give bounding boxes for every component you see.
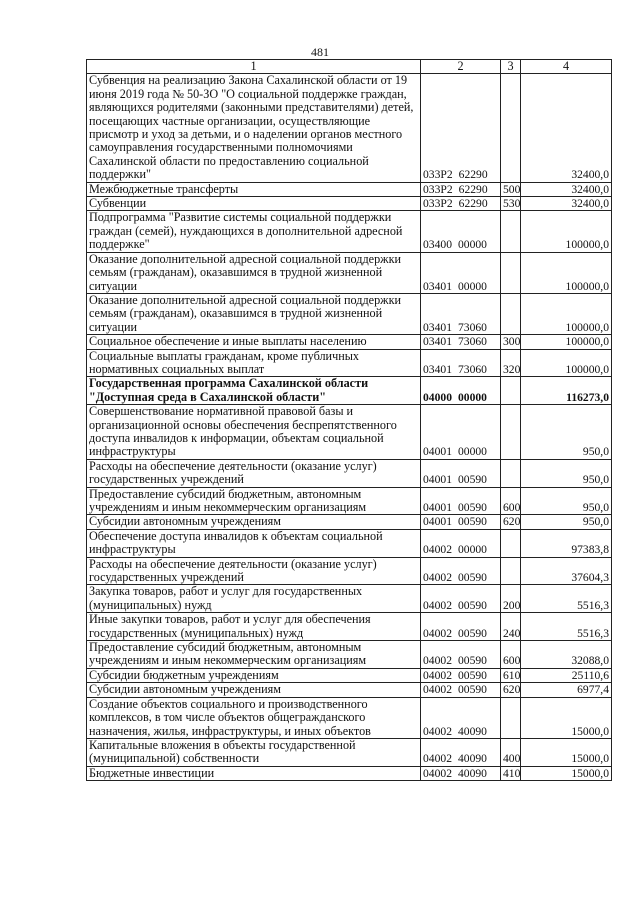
row-name: Бюджетные инвестиции — [87, 766, 421, 780]
row-target-code-part1: 04002 — [423, 654, 452, 668]
column-header-4: 4 — [521, 60, 612, 74]
table-row — [87, 182, 612, 196]
column-header-1: 1 — [87, 60, 421, 74]
table-row — [87, 557, 612, 585]
row-sum: 116273,0 — [521, 377, 612, 405]
row-target-code — [421, 335, 501, 349]
row-target-code — [421, 197, 501, 211]
row-target-code-part1: 033P2 — [423, 197, 453, 211]
row-name: Субсидии бюджетным учреждениям — [87, 668, 421, 682]
row-name: Социальные выплаты гражданам, кроме публичных нормативных социальных выплат — [87, 349, 421, 377]
table-row — [87, 529, 612, 557]
row-target-code-part1: 033P2 — [423, 182, 453, 196]
row-target-code-part1: 04002 — [423, 724, 452, 738]
row-target-code — [421, 766, 501, 780]
row-target-code — [421, 459, 501, 487]
row-name: Субвенции — [87, 197, 421, 211]
row-target-code-part1: 03401 — [423, 279, 452, 293]
row-expense-type — [501, 377, 521, 405]
row-sum: 100000,0 — [521, 211, 612, 252]
table-header-row — [87, 60, 612, 74]
row-target-code-part2: 00590 — [457, 598, 487, 612]
row-target-code-part1: 04002 — [423, 543, 452, 557]
row-expense-type — [501, 74, 521, 182]
row-target-code-part2: 00590 — [457, 654, 487, 668]
row-sum: 5516,3 — [521, 585, 612, 613]
row-target-code — [421, 405, 501, 460]
row-name: Расходы на обеспечение деятельности (оказание услуг) государственных учреждений — [87, 557, 421, 585]
table-row — [87, 613, 612, 641]
row-target-code-part2: 40090 — [457, 766, 487, 780]
row-sum: 32400,0 — [521, 182, 612, 196]
row-expense-type: 600 — [501, 487, 521, 515]
row-sum: 100000,0 — [521, 335, 612, 349]
row-name: Оказание дополнительной адресной социальной поддержки семьям (гражданам), оказавшимся в трудной жизненной ситуации — [87, 293, 421, 334]
row-target-code-part1: 04002 — [423, 752, 452, 766]
table-row — [87, 293, 612, 334]
row-name: Социальное обеспечение и иные выплаты населению — [87, 335, 421, 349]
row-target-code — [421, 515, 501, 529]
row-name: Субсидии автономным учреждениям — [87, 683, 421, 697]
row-target-code-part2: 00000 — [457, 543, 487, 557]
row-sum: 25110,6 — [521, 668, 612, 682]
row-target-code — [421, 557, 501, 585]
row-target-code-part1: 04002 — [423, 766, 452, 780]
row-expense-type: 500 — [501, 182, 521, 196]
row-expense-type: 410 — [501, 766, 521, 780]
row-target-code-part1: 04002 — [423, 683, 452, 697]
row-sum: 37604,3 — [521, 557, 612, 585]
row-target-code-part1: 04002 — [423, 598, 452, 612]
row-sum: 32400,0 — [521, 74, 612, 182]
table-row — [87, 459, 612, 487]
row-sum: 5516,3 — [521, 613, 612, 641]
row-sum: 15000,0 — [521, 697, 612, 738]
row-target-code — [421, 487, 501, 515]
table-row — [87, 377, 612, 405]
row-target-code-part2: 62290 — [458, 182, 488, 196]
table-row — [87, 211, 612, 252]
table-row — [87, 641, 612, 669]
row-name: Межбюджетные трансферты — [87, 182, 421, 196]
row-expense-type — [501, 459, 521, 487]
row-expense-type — [501, 252, 521, 293]
row-target-code — [421, 613, 501, 641]
row-name: Предоставление субсидий бюджетным, автономным учреждениям и иным некоммерческим организациям — [87, 487, 421, 515]
row-sum: 6977,4 — [521, 683, 612, 697]
row-target-code-part1: 04001 — [423, 445, 452, 459]
row-target-code — [421, 211, 501, 252]
row-expense-type: 400 — [501, 738, 521, 766]
row-name: Расходы на обеспечение деятельности (оказание услуг) государственных учреждений — [87, 459, 421, 487]
row-target-code-part2: 73060 — [457, 320, 487, 334]
row-name: Оказание дополнительной адресной социальной поддержки семьям (гражданам), оказавшимся в трудной жизненной ситуации — [87, 252, 421, 293]
table-row — [87, 74, 612, 182]
row-expense-type — [501, 293, 521, 334]
row-target-code-part1: 033P2 — [423, 168, 453, 182]
row-target-code — [421, 585, 501, 613]
row-target-code-part2: 73060 — [457, 362, 487, 376]
row-sum: 950,0 — [521, 515, 612, 529]
row-name: Субсидии автономным учреждениям — [87, 515, 421, 529]
row-expense-type — [501, 529, 521, 557]
row-target-code-part2: 73060 — [457, 335, 487, 349]
row-expense-type: 200 — [501, 585, 521, 613]
row-target-code-part1: 04002 — [423, 626, 452, 640]
row-name: Субвенция на реализацию Закона Сахалинской области от 19 июня 2019 года № 50-ЗО "О социальной поддержке граждан, являющихся родителями (законными представителями) детей, посещающих частные организации, осуществляющие присмотр и уход за детьми, и о наделении органов местного самоуправления государственными полномочиями Сахалинской области по предоставлению социальной поддержки" — [87, 74, 421, 182]
row-target-code — [421, 683, 501, 697]
row-name: Создание объектов социального и производственного комплексов, в том числе объектов общегражданского назначения, жилья, инфраструктуры, и иных объектов — [87, 697, 421, 738]
row-expense-type: 600 — [501, 641, 521, 669]
column-header-2: 2 — [421, 60, 501, 74]
table-row — [87, 668, 612, 682]
row-sum: 15000,0 — [521, 738, 612, 766]
row-sum: 100000,0 — [521, 252, 612, 293]
row-target-code — [421, 668, 501, 682]
row-target-code-part1: 04002 — [423, 571, 452, 585]
row-target-code — [421, 529, 501, 557]
table-row — [87, 683, 612, 697]
table-row — [87, 487, 612, 515]
row-name: Капитальные вложения в объекты государственной (муниципальной) собственности — [87, 738, 421, 766]
row-target-code-part2: 00590 — [457, 473, 487, 487]
row-expense-type — [501, 557, 521, 585]
row-target-code-part1: 03401 — [423, 320, 452, 334]
row-target-code-part2: 62290 — [458, 168, 488, 182]
row-target-code-part2: 00590 — [457, 515, 487, 529]
row-expense-type: 240 — [501, 613, 521, 641]
row-expense-type: 610 — [501, 668, 521, 682]
row-sum: 950,0 — [521, 487, 612, 515]
row-name: Обеспечение доступа инвалидов к объектам социальной инфраструктуры — [87, 529, 421, 557]
row-target-code — [421, 738, 501, 766]
row-target-code-part2: 40090 — [457, 724, 487, 738]
row-expense-type — [501, 405, 521, 460]
row-sum: 32088,0 — [521, 641, 612, 669]
table-row — [87, 252, 612, 293]
row-name: Предоставление субсидий бюджетным, автономным учреждениям и иным некоммерческим организациям — [87, 641, 421, 669]
row-target-code-part1: 04001 — [423, 515, 452, 529]
row-name: Иные закупки товаров, работ и услуг для обеспечения государственных (муниципальных) нужд — [87, 613, 421, 641]
row-expense-type: 320 — [501, 349, 521, 377]
row-sum: 100000,0 — [521, 349, 612, 377]
row-target-code-part2: 00000 — [457, 238, 487, 252]
table-row — [87, 766, 612, 780]
table-row — [87, 515, 612, 529]
column-header-3: 3 — [501, 60, 521, 74]
row-target-code — [421, 252, 501, 293]
row-target-code — [421, 293, 501, 334]
row-target-code-part1: 04002 — [423, 668, 452, 682]
table-row — [87, 585, 612, 613]
row-target-code — [421, 697, 501, 738]
row-sum: 32400,0 — [521, 197, 612, 211]
row-target-code — [421, 641, 501, 669]
row-target-code-part2: 62290 — [458, 197, 488, 211]
row-name: Закупка товаров, работ и услуг для государственных (муниципальных) нужд — [87, 585, 421, 613]
row-target-code-part2: 00590 — [457, 683, 487, 697]
row-target-code-part2: 00000 — [457, 445, 487, 459]
row-expense-type: 620 — [501, 515, 521, 529]
row-expense-type — [501, 697, 521, 738]
table-row — [87, 349, 612, 377]
row-target-code-part1: 03401 — [423, 362, 452, 376]
row-name: Подпрограмма "Развитие системы социальной поддержки граждан (семей), нуждающихся в дополнительной адресной поддержке" — [87, 211, 421, 252]
row-target-code-part2: 00000 — [457, 279, 487, 293]
row-target-code-part2: 00590 — [457, 668, 487, 682]
row-target-code — [421, 182, 501, 196]
row-target-code — [421, 377, 501, 405]
row-target-code-part1: 03401 — [423, 335, 452, 349]
row-sum: 97383,8 — [521, 529, 612, 557]
row-target-code-part2: 00590 — [457, 626, 487, 640]
row-expense-type — [501, 211, 521, 252]
row-sum: 950,0 — [521, 459, 612, 487]
row-target-code-part2: 40090 — [457, 752, 487, 766]
row-expense-type: 620 — [501, 683, 521, 697]
row-target-code-part1: 04001 — [423, 501, 452, 514]
row-target-code-part1: 04000 — [423, 390, 452, 404]
table-row — [87, 405, 612, 460]
row-sum: 15000,0 — [521, 766, 612, 780]
row-expense-type: 530 — [501, 197, 521, 211]
row-target-code-part2: 00590 — [457, 501, 487, 514]
row-target-code — [421, 349, 501, 377]
row-sum: 950,0 — [521, 405, 612, 460]
table-row — [87, 738, 612, 766]
row-name: Государственная программа Сахалинской области "Доступная среда в Сахалинской области" — [87, 377, 421, 405]
budget-table — [86, 59, 612, 781]
row-target-code — [421, 74, 501, 182]
table-row — [87, 335, 612, 349]
row-expense-type: 300 — [501, 335, 521, 349]
row-target-code-part2: 00000 — [457, 390, 487, 404]
row-target-code-part1: 04001 — [423, 473, 452, 487]
row-sum: 100000,0 — [521, 293, 612, 334]
table-row — [87, 697, 612, 738]
table-row — [87, 197, 612, 211]
page-number: 481 — [311, 45, 329, 59]
row-name: Совершенствование нормативной правовой базы и организационной основы обеспечения беспрепятственного доступа инвалидов к информации, объектам социальной инфраструктуры — [87, 405, 421, 460]
row-target-code-part1: 03400 — [423, 238, 452, 252]
row-target-code-part2: 00590 — [457, 571, 487, 585]
